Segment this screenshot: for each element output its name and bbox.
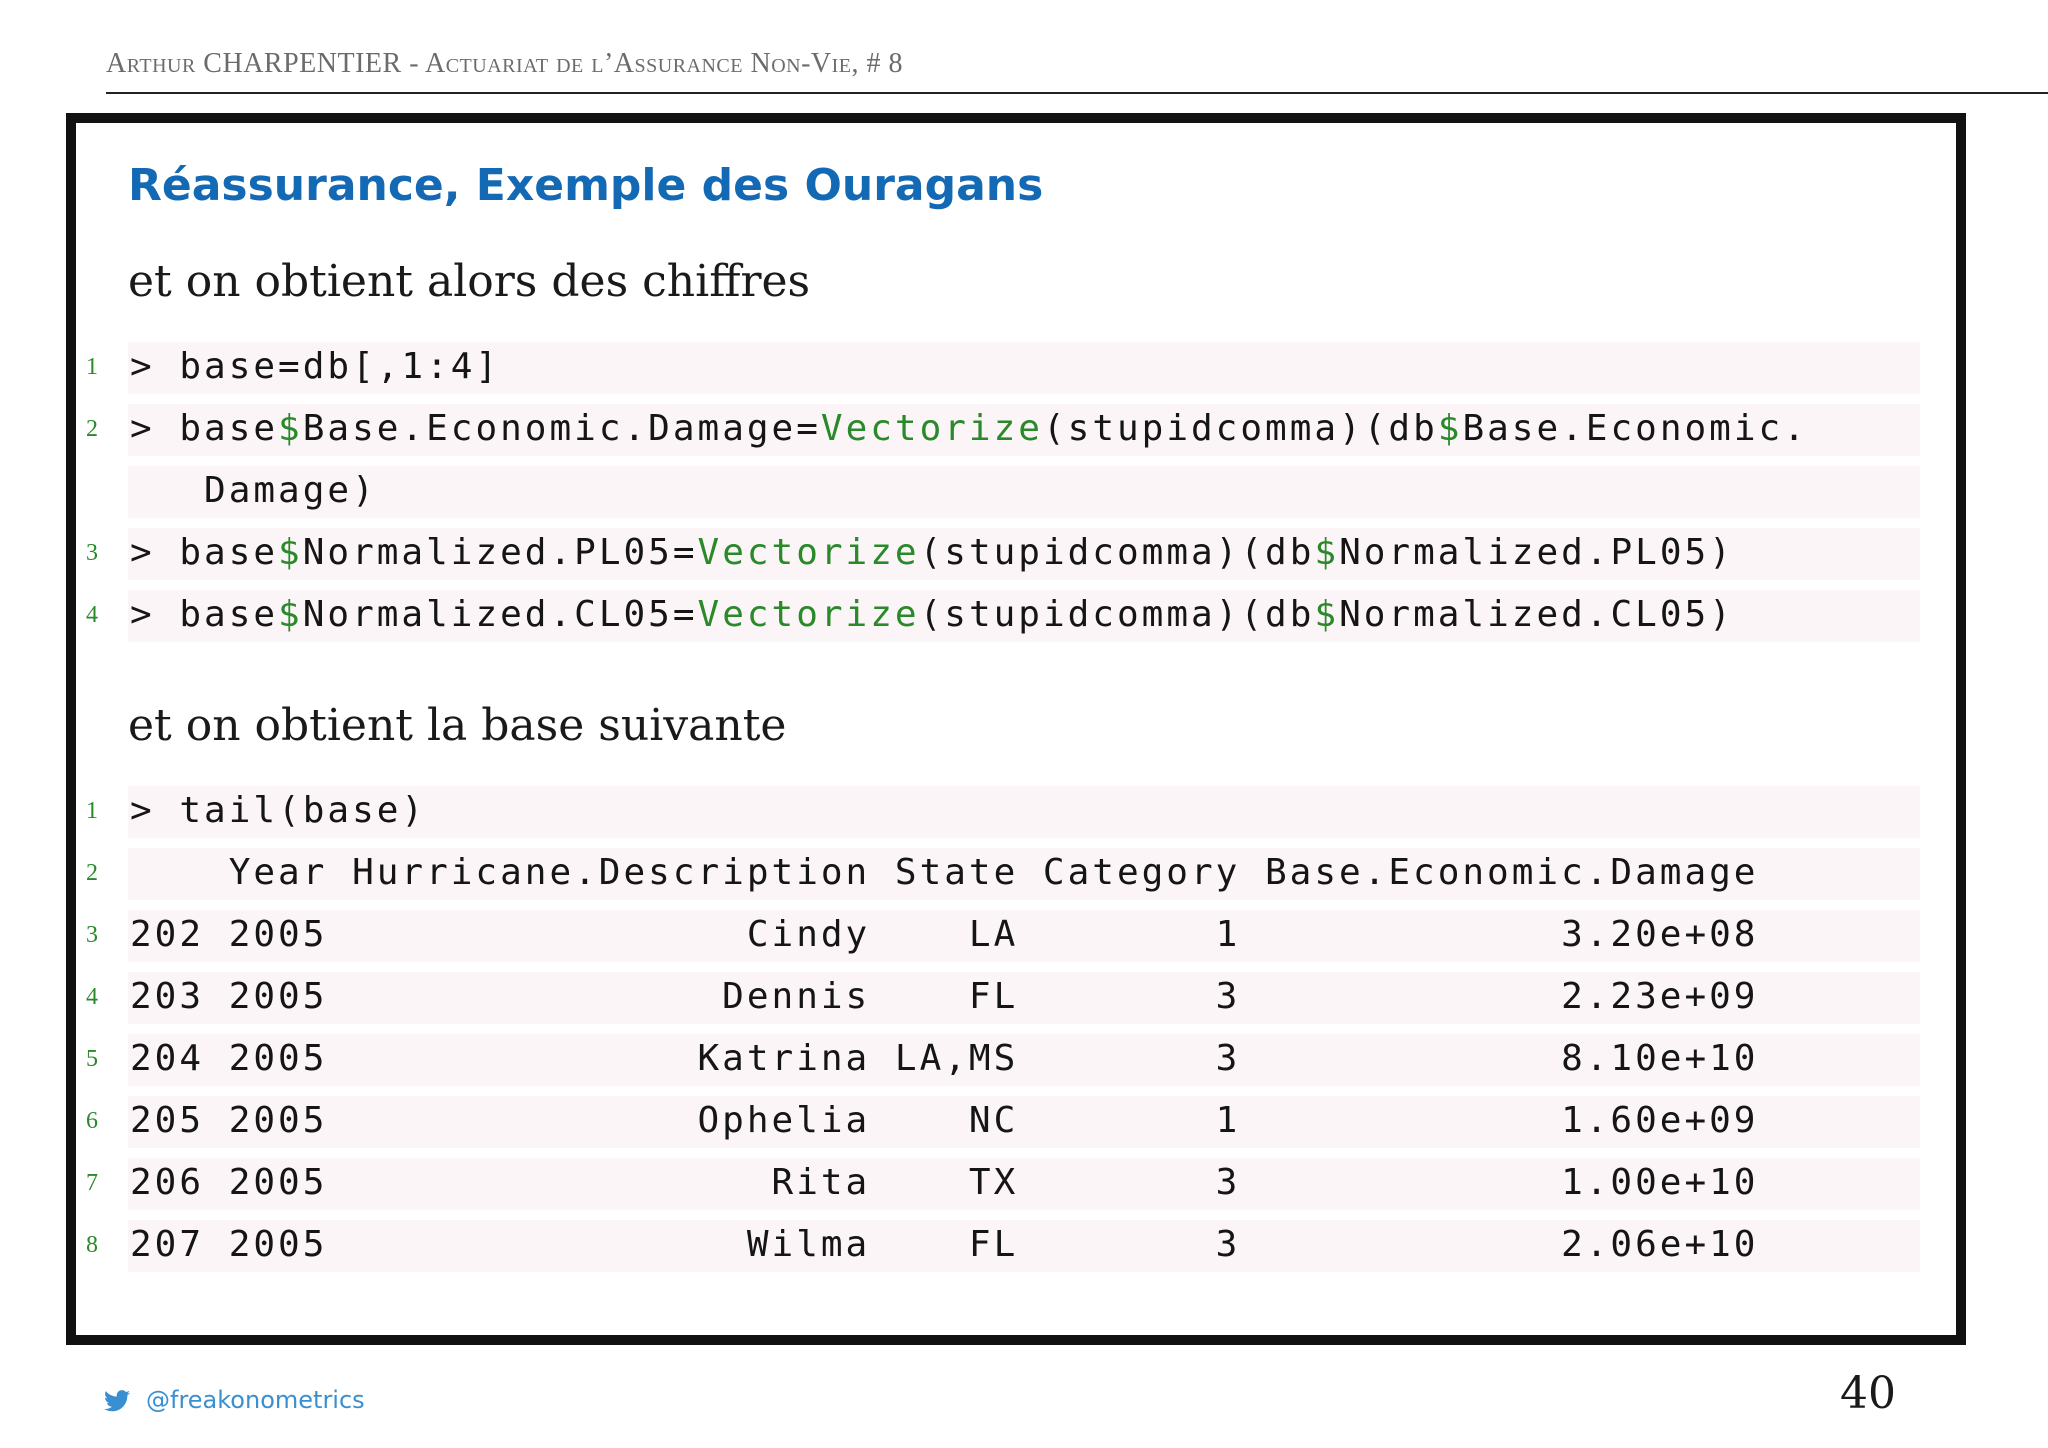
line-number: 2 [86,416,98,442]
code-line [0,1216,2048,1278]
code-text: 204 2005 Katrina LA,MS 3 8.10e+10 [130,1038,1759,1079]
code-block-tail-output [0,782,2048,1278]
code-line [0,338,2048,400]
code-line [0,968,2048,1030]
running-header: Arthur CHARPENTIER - Actuariat de l’Assurance Non-Vie, # 8 [106,48,904,79]
line-number: 7 [86,1170,98,1196]
code-block-vectorize [0,338,2048,648]
code-line [0,586,2048,648]
code-text: 203 2005 Dennis FL 3 2.23e+09 [130,976,1759,1017]
code-line [0,524,2048,586]
line-number: 6 [86,1108,98,1134]
page-number: 40 [1840,1368,1896,1419]
twitter-handle-link[interactable]: @freakonometrics [146,1386,365,1414]
line-number: 4 [86,602,98,628]
code-text: Year Hurricane.Description State Category Base.Economic.Damage [130,852,1759,893]
line-number: 8 [86,1232,98,1258]
twitter-bird-icon [104,1390,130,1412]
code-line [0,1154,2048,1216]
line-number: 5 [86,1046,98,1072]
code-line [0,400,2048,462]
second-paragraph: et on obtient la base suivante [128,700,787,751]
header-rule [106,92,2048,94]
code-text: > tail(base) [130,790,427,831]
code-text: 205 2005 Ophelia NC 1 1.60e+09 [130,1100,1759,1141]
intro-paragraph: et on obtient alors des chiffres [128,256,811,307]
code-line [0,462,2048,524]
code-line [0,1030,2048,1092]
code-line [0,1092,2048,1154]
code-text: 207 2005 Wilma FL 3 2.06e+10 [130,1224,1759,1265]
slide-title: Réassurance, Exemple des Ouragans [128,160,1044,211]
code-line [0,844,2048,906]
line-number: 1 [86,354,98,380]
code-text: Damage) [130,470,377,511]
code-text: 202 2005 Cindy LA 1 3.20e+08 [130,914,1759,955]
code-text: 206 2005 Rita TX 3 1.00e+10 [130,1162,1759,1203]
line-number: 4 [86,984,98,1010]
line-number: 3 [86,540,98,566]
code-line [0,782,2048,844]
code-text: > base=db[,1:4] [130,346,501,387]
code-line [0,906,2048,968]
code-text: > base$Normalized.CL05=Vectorize(stupidcomma)(db$Normalized.CL05) [130,594,1734,635]
line-number: 1 [86,798,98,824]
code-text: > base$Base.Economic.Damage=Vectorize(stupidcomma)(db$Base.Economic. [130,408,1808,449]
code-text: > base$Normalized.PL05=Vectorize(stupidcomma)(db$Normalized.PL05) [130,532,1734,573]
line-number: 3 [86,922,98,948]
code-line-background [128,466,1920,518]
line-number: 2 [86,860,98,886]
